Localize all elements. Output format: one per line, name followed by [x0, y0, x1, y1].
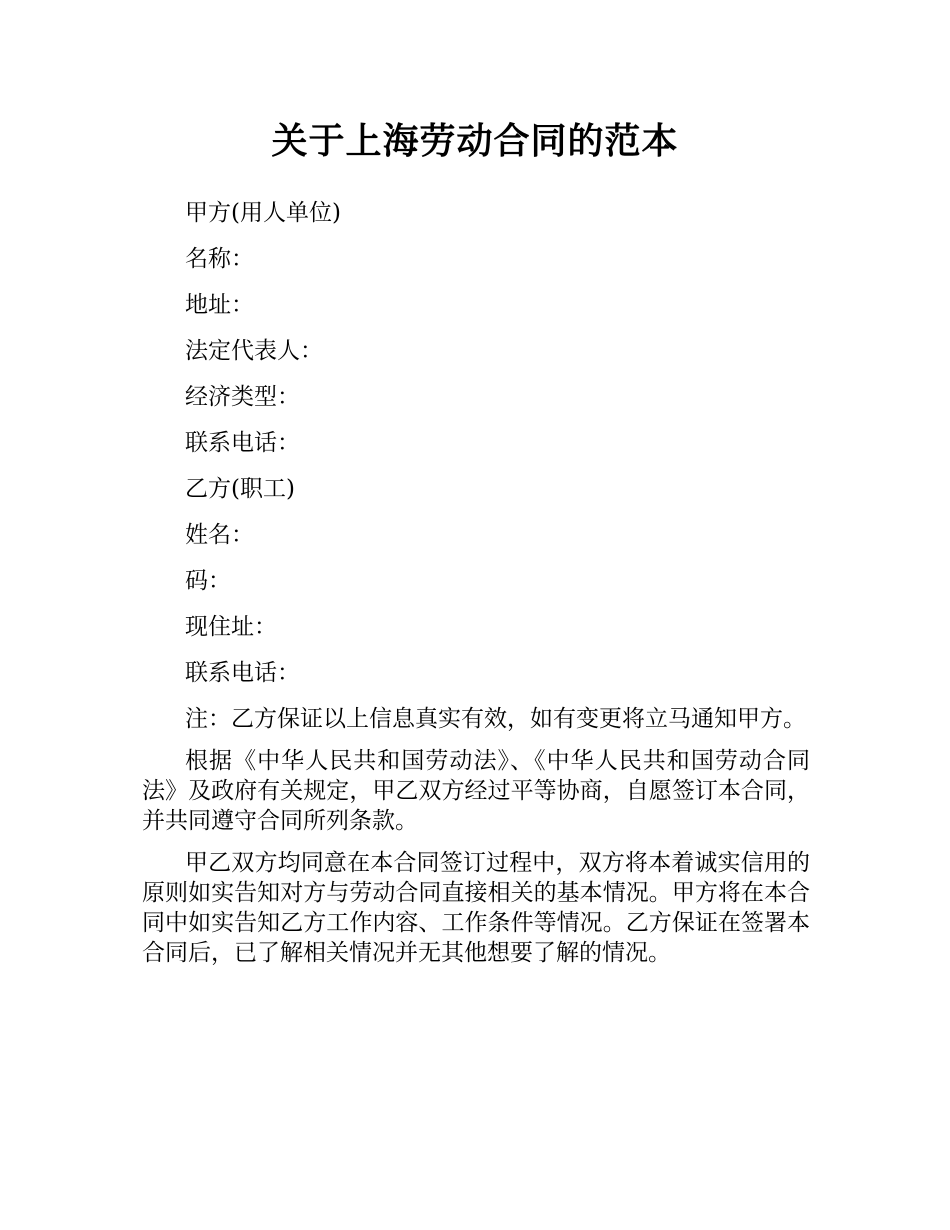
party-b-name-label: 姓名：: [185, 522, 254, 548]
party-a-name-label: 名称：: [185, 246, 254, 272]
party-a-economic-type-label: 经济类型：: [185, 384, 300, 410]
note-paragraph: 注：乙方保证以上信息真实有效，如有变更将立马通知甲方。: [185, 706, 806, 732]
disclosure-paragraph: 甲乙双方均同意在本合同签订过程中，双方将本着诚实信用的原则如实告知对方与劳动合同直接相关的基本情况。甲方将在本合同中如实告知乙方工作内容、工作条件等情况。乙方保证在签署本合同后，已了解相关情况并无其他想要了解的情况。: [142, 850, 810, 966]
party-b-id-number-label: 码：: [185, 568, 231, 594]
party-a-address-label: 地址：: [185, 292, 254, 318]
party-b-heading: 乙方(职工): [185, 476, 295, 502]
party-b-phone-label: 联系电话：: [185, 660, 300, 686]
document-title: 关于上海劳动合同的范本: [271, 121, 679, 162]
party-b-address-label: 现住址：: [185, 614, 277, 640]
party-a-heading: 甲方(用人单位): [185, 200, 341, 226]
party-a-legal-rep-label: 法定代表人：: [185, 338, 323, 364]
legal-basis-paragraph: 根据《中华人民共和国劳动法》、《中华人民共和国劳动合同法》及政府有关规定，甲乙双方经过平等协商，自愿签订本合同，并共同遵守合同所列条款。: [142, 748, 810, 834]
party-a-phone-label: 联系电话：: [185, 430, 300, 456]
document-body: [142, 198, 810, 980]
